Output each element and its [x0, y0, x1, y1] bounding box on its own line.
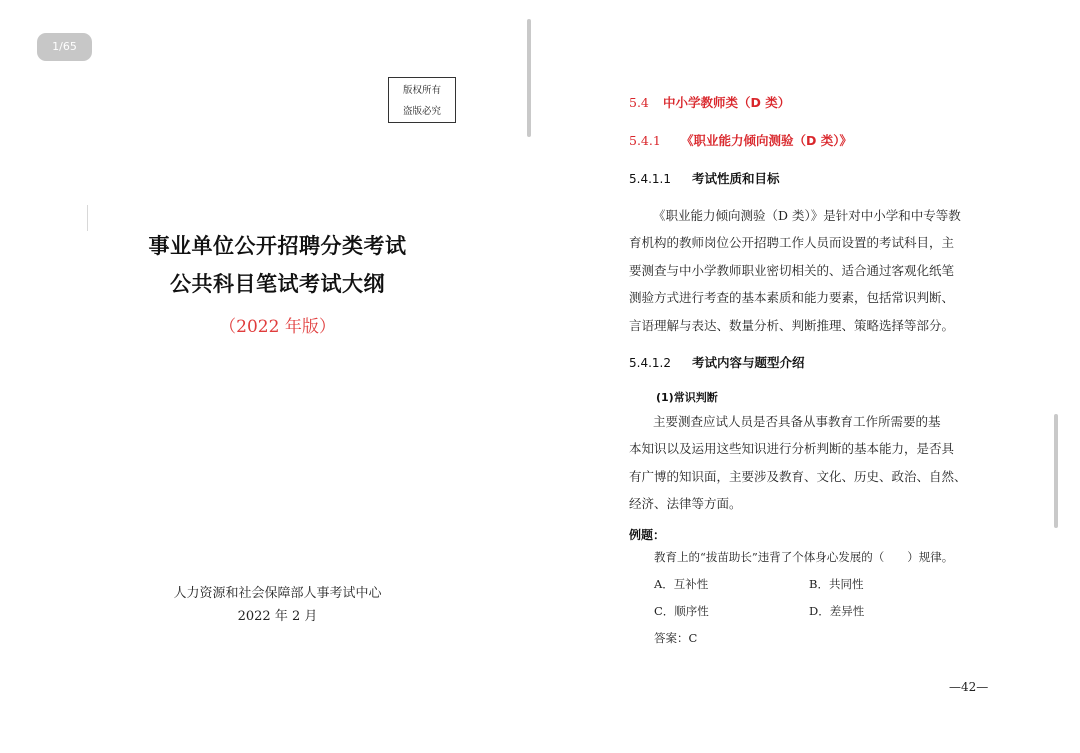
paragraph-common-sense	[629, 408, 991, 518]
subsection-number: 5.4.1.2	[629, 356, 671, 370]
option-c: C．顺序性	[654, 604, 709, 618]
example-question: 教育上的“拔苗助长”违背了个体身心发展的（ ）规律。	[654, 550, 954, 564]
left-page-scrollbar[interactable]	[527, 19, 531, 137]
cover-edition: （2022 年版）	[219, 317, 336, 337]
stamp-line-1: 版权所有	[402, 85, 441, 96]
subsection-title: 考试性质和目标	[692, 171, 780, 186]
example-answer: 答案：C	[654, 631, 698, 645]
cover-organization: 人力资源和社会保障部人事考试中心	[173, 586, 382, 601]
paragraph-line: 主要测查应试人员是否具备从事教育工作所需要的基	[653, 414, 941, 429]
option-d: D．差异性	[809, 604, 865, 618]
option-b: B．共同性	[809, 577, 864, 591]
section-heading-5-4-1	[629, 131, 852, 149]
cover-title-line-1: 事业单位公开招聘分类考试	[148, 234, 407, 258]
example-label: 例题：	[629, 528, 666, 542]
paragraph-line: 要测查与中小学教师职业密切相关的、适合通过客观化纸笔	[629, 262, 955, 278]
right-page-scrollbar[interactable]	[1054, 414, 1058, 528]
paragraph-line: 有广博的知识面，主要涉及教育、文化、历史、政治、自然、	[629, 468, 967, 484]
paragraph-line: 言语理解与表达、数量分析、判断推理、策略选择等部分。	[629, 317, 955, 333]
paragraph-line: 育机构的教师岗位公开招聘工作人员而设置的考试科目，主	[629, 235, 955, 251]
subsection-heading-5-4-1-2	[629, 353, 805, 371]
paragraph-exam-nature	[629, 202, 991, 339]
section-number: 5.4.1	[629, 133, 661, 148]
subsection-heading-5-4-1-1	[629, 169, 780, 187]
subheading-common-sense: (1)常识判断	[656, 391, 718, 404]
section-title: 《职业能力倾向测验（D 类）》	[681, 133, 852, 148]
page-indicator: 1/65	[37, 33, 92, 61]
paragraph-line: 测验方式进行考查的基本素质和能力要素，包括常识判断、	[629, 290, 955, 306]
stamp-line-2: 盗版必究	[402, 106, 441, 117]
subsection-number: 5.4.1.1	[629, 172, 671, 186]
paragraph-line: 《职业能力倾向测验（D 类）》是针对中小学和中专等教	[653, 208, 961, 223]
copyright-stamp	[388, 77, 456, 123]
cover-date: 2022 年 2 月	[237, 609, 318, 624]
page-edge-mark	[87, 205, 88, 231]
subsection-title: 考试内容与题型介绍	[692, 355, 805, 370]
cover-title-line-2: 公共科目笔试考试大纲	[170, 272, 385, 296]
paragraph-line: 经济、法律等方面。	[629, 496, 742, 512]
section-heading-5-4	[629, 93, 790, 111]
option-a: A．互补性	[654, 577, 709, 591]
page-number: —42—	[949, 680, 989, 694]
paragraph-line: 本知识以及运用这些知识进行分析判断的基本能力，是否具	[629, 441, 955, 457]
section-number: 5.4	[629, 95, 649, 110]
section-title: 中小学教师类（D 类）	[663, 95, 791, 110]
